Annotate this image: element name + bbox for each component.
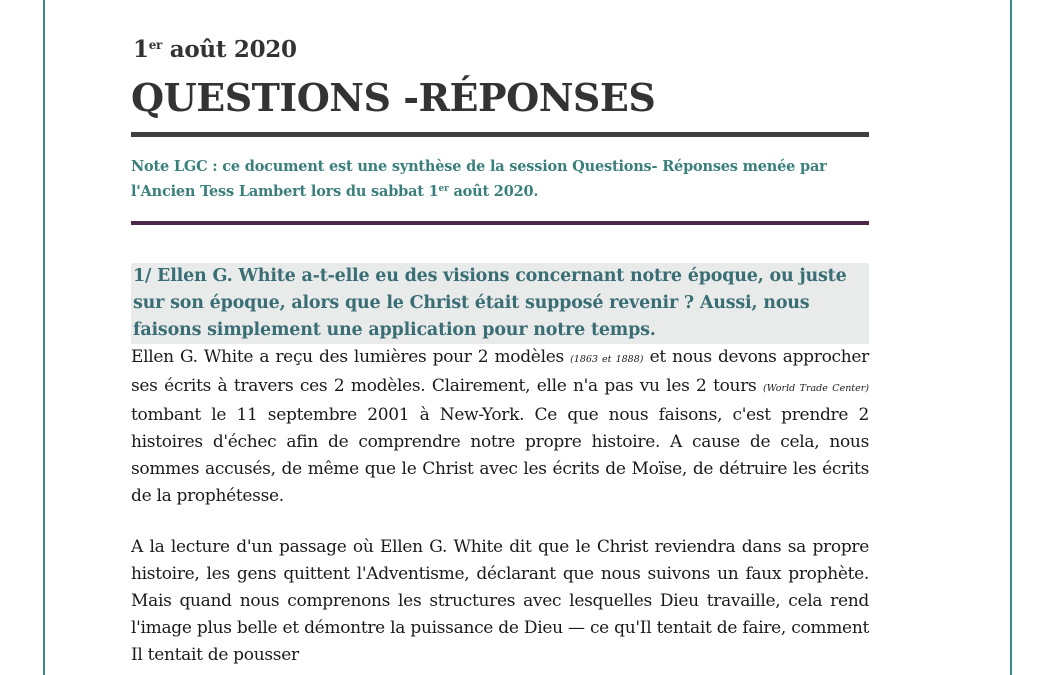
note-superscript: er: [438, 184, 449, 194]
p1-aside-wtc: (World Trade Center): [762, 383, 869, 394]
title-divider: [131, 132, 869, 137]
note-divider: [131, 221, 869, 225]
answer-paragraph-1: [131, 344, 869, 510]
editor-note: [131, 155, 871, 203]
p1-part1: Ellen G. White a reçu des lumières pour 2 modèles: [131, 347, 571, 367]
note-text-after: août 2020.: [448, 183, 539, 200]
p1-part3: tombant le 11 septembre 2001 à New-York. Ce que nous faisons, c'est prendre 2 histoires d'échec afin de comprendre notre propre histoire. A cause de cela, nous sommes accusés, de même que le Christ avec les écrits de Moïse, de détruire les écrits de la prophétesse.: [131, 405, 869, 506]
answer-paragraph-2: A la lecture d'un passage où Ellen G. White dit que le Christ reviendra dans sa propre histoire, les gens quittent l'Adventisme, déclarant que nous suivons un faux prophète. Mais quand nous comprenons les structures avec lesquelles Dieu travaille, cela rend l'image plus belle et démontre la puissance de Dieu — ce qu'Il tentait de faire, comment Il tentait de pousser: [131, 537, 869, 665]
page-frame-right: [1010, 0, 1012, 675]
p1-aside-years: (1863 et 1888): [570, 354, 644, 365]
page-frame-left: [43, 0, 45, 675]
question-heading: 1/ Ellen G. White a-t-elle eu des visions concernant notre époque, ou juste sur son époque, alors que le Christ était supposé revenir ? Aussi, nous faisons simplement une application pour notre temps.: [131, 263, 869, 344]
date-month-year: août 2020: [162, 36, 297, 63]
document-date: [133, 36, 297, 63]
p1-part2: et nous devons approcher ses écrits à travers ces 2 modèles. Clairement, elle n'a pas vu les 2 tours: [131, 347, 869, 396]
date-superscript: er: [148, 38, 163, 52]
note-text-before: Note LGC : ce document est une synthèse de la session Questions- Réponses menée par l'Ancien Tess Lambert lors du sabbat 1: [131, 158, 827, 200]
date-day: 1: [133, 36, 149, 63]
page-title: QUESTIONS -RÉPONSES: [131, 75, 656, 120]
